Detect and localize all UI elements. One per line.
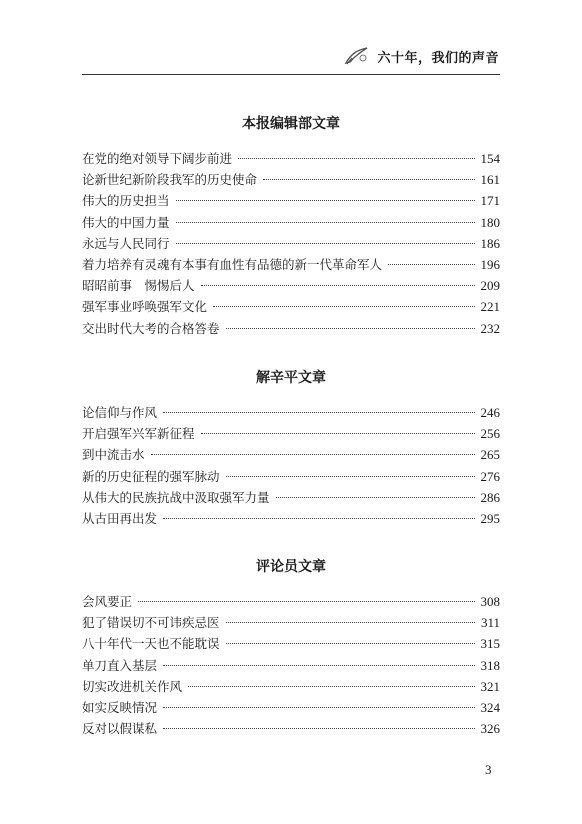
toc-entry[interactable] xyxy=(82,655,500,676)
toc-entry[interactable] xyxy=(82,591,500,612)
toc-leader-dots xyxy=(201,285,475,286)
toc-entry[interactable] xyxy=(82,718,500,739)
section-title: 解辛平文章 xyxy=(256,370,326,386)
toc-section-commentator xyxy=(82,557,500,739)
toc-section-xie-xinping xyxy=(82,368,500,529)
toc-entry[interactable] xyxy=(82,466,500,487)
toc-entry-page: 321 xyxy=(480,678,500,694)
toc-entry[interactable] xyxy=(82,633,500,654)
toc-entry[interactable] xyxy=(82,296,500,317)
toc-entry-page: 171 xyxy=(480,193,500,209)
toc-entry-title: 伟大的历史担当 xyxy=(82,193,170,209)
toc-entry-title: 论新世纪新阶段我军的历史使命 xyxy=(82,172,258,188)
toc-entry-title: 昭昭前事 惕惕后人 xyxy=(82,278,195,294)
toc-entry-page: 308 xyxy=(480,594,500,609)
toc-entry-page: 161 xyxy=(480,172,500,188)
section-title: 本报编辑部文章 xyxy=(242,116,340,132)
toc-entry-page: 221 xyxy=(480,299,500,315)
toc-leader-dots xyxy=(388,264,474,265)
toc-entry-title: 着力培养有灵魂有本事有血性有品德的新一代革命军人 xyxy=(82,256,383,272)
toc-entry-page: 196 xyxy=(480,256,500,272)
toc-entry-title: 犯了错误切不可讳疾忌医 xyxy=(82,615,220,631)
toc-leader-dots xyxy=(163,518,474,519)
toc-entry[interactable] xyxy=(82,402,500,423)
toc-entry-page: 286 xyxy=(480,489,500,505)
toc-entry-title: 伟大的中国力量 xyxy=(82,214,170,230)
toc-entry-title: 新的历史征程的强军脉动 xyxy=(82,468,220,484)
toc-leader-dots xyxy=(176,243,475,244)
toc-entry-title: 切实改进机关作风 xyxy=(82,678,183,694)
toc-entry-title: 单刀直入基层 xyxy=(82,657,158,673)
section-title: 评论员文章 xyxy=(256,559,326,575)
toc-entry[interactable] xyxy=(82,212,500,233)
toc-leader-dots xyxy=(151,454,475,455)
toc-leader-dots xyxy=(163,412,474,413)
toc-entry-page: 180 xyxy=(480,214,500,230)
toc-entry[interactable] xyxy=(82,423,500,444)
toc-entry-title: 永远与人民同行 xyxy=(82,235,170,251)
toc-entry-title: 如实反映情况 xyxy=(82,699,158,715)
toc-leader-dots xyxy=(238,158,474,159)
running-header xyxy=(343,46,499,66)
toc-entry-title: 论信仰与作风 xyxy=(82,405,158,420)
toc-leader-dots xyxy=(276,497,475,498)
toc-entry-page: 324 xyxy=(480,699,500,715)
toc-entry[interactable] xyxy=(82,508,500,529)
toc-entry[interactable] xyxy=(82,676,500,697)
toc-entry-title: 开启强军兴军新征程 xyxy=(82,426,195,442)
toc-entry-page: 311 xyxy=(480,615,500,631)
toc-section-editorial xyxy=(82,114,500,339)
toc-entry[interactable] xyxy=(82,169,500,190)
toc-entry-title: 八十年代一天也不能耽误 xyxy=(82,636,220,652)
toc-entry[interactable] xyxy=(82,487,500,508)
toc-entry-page: 209 xyxy=(480,278,500,294)
toc-entry-page: 154 xyxy=(480,151,500,166)
toc-entry[interactable] xyxy=(82,190,500,211)
toc-leader-dots xyxy=(226,622,475,623)
toc-entry-page: 315 xyxy=(480,636,500,652)
toc-leader-dots xyxy=(201,433,475,434)
running-header-title: 六十年，我们的声音 xyxy=(377,50,499,66)
toc-entry-page: 246 xyxy=(480,405,500,420)
toc-entry-page: 295 xyxy=(480,510,500,526)
toc-entry[interactable] xyxy=(82,697,500,718)
toc-leader-dots xyxy=(226,643,475,644)
toc-entry[interactable] xyxy=(82,318,500,339)
toc-entry-page: 256 xyxy=(480,426,500,442)
toc-entry-page: 232 xyxy=(480,320,500,336)
toc-entry-title: 从古田再出发 xyxy=(82,510,158,526)
toc-entry-page: 318 xyxy=(480,657,500,673)
toc-leader-dots xyxy=(263,179,474,180)
toc-entry-title: 到中流击水 xyxy=(82,447,145,463)
toc-leader-dots xyxy=(163,707,474,708)
toc-entry-page: 265 xyxy=(480,447,500,463)
toc-entry-title: 交出时代大考的合格答卷 xyxy=(82,320,220,336)
toc-entry-page: 186 xyxy=(480,235,500,251)
toc-leader-dots xyxy=(226,328,475,329)
toc-leader-dots xyxy=(188,686,474,687)
toc-leader-dots xyxy=(176,200,475,201)
toc-entry[interactable] xyxy=(82,233,500,254)
toc-entry-title: 从伟大的民族抗战中汲取强军力量 xyxy=(82,489,270,505)
toc-entry-title: 在党的绝对领导下阔步前进 xyxy=(82,151,233,166)
toc-leader-dots xyxy=(213,306,474,307)
toc-entry[interactable] xyxy=(82,444,500,465)
toc-entry[interactable] xyxy=(82,612,500,633)
page-number: 3 xyxy=(485,762,492,777)
toc-leader-dots xyxy=(176,222,475,223)
toc-entry-title: 会风要正 xyxy=(82,594,133,609)
toc-leader-dots xyxy=(138,601,474,602)
toc-leader-dots xyxy=(163,728,474,729)
toc-entry[interactable] xyxy=(82,275,500,296)
toc-entry-title: 强军事业呼唤强军文化 xyxy=(82,299,208,315)
toc-entry-page: 326 xyxy=(480,721,500,737)
toc-leader-dots xyxy=(163,665,474,666)
pen-nib-icon xyxy=(343,46,371,66)
toc-entry[interactable] xyxy=(82,148,500,169)
toc-entry-title: 反对以假谋私 xyxy=(82,721,158,737)
toc-entry[interactable] xyxy=(82,254,500,275)
toc-entry-page: 276 xyxy=(480,468,500,484)
header-divider xyxy=(82,74,500,75)
toc-leader-dots xyxy=(226,476,475,477)
